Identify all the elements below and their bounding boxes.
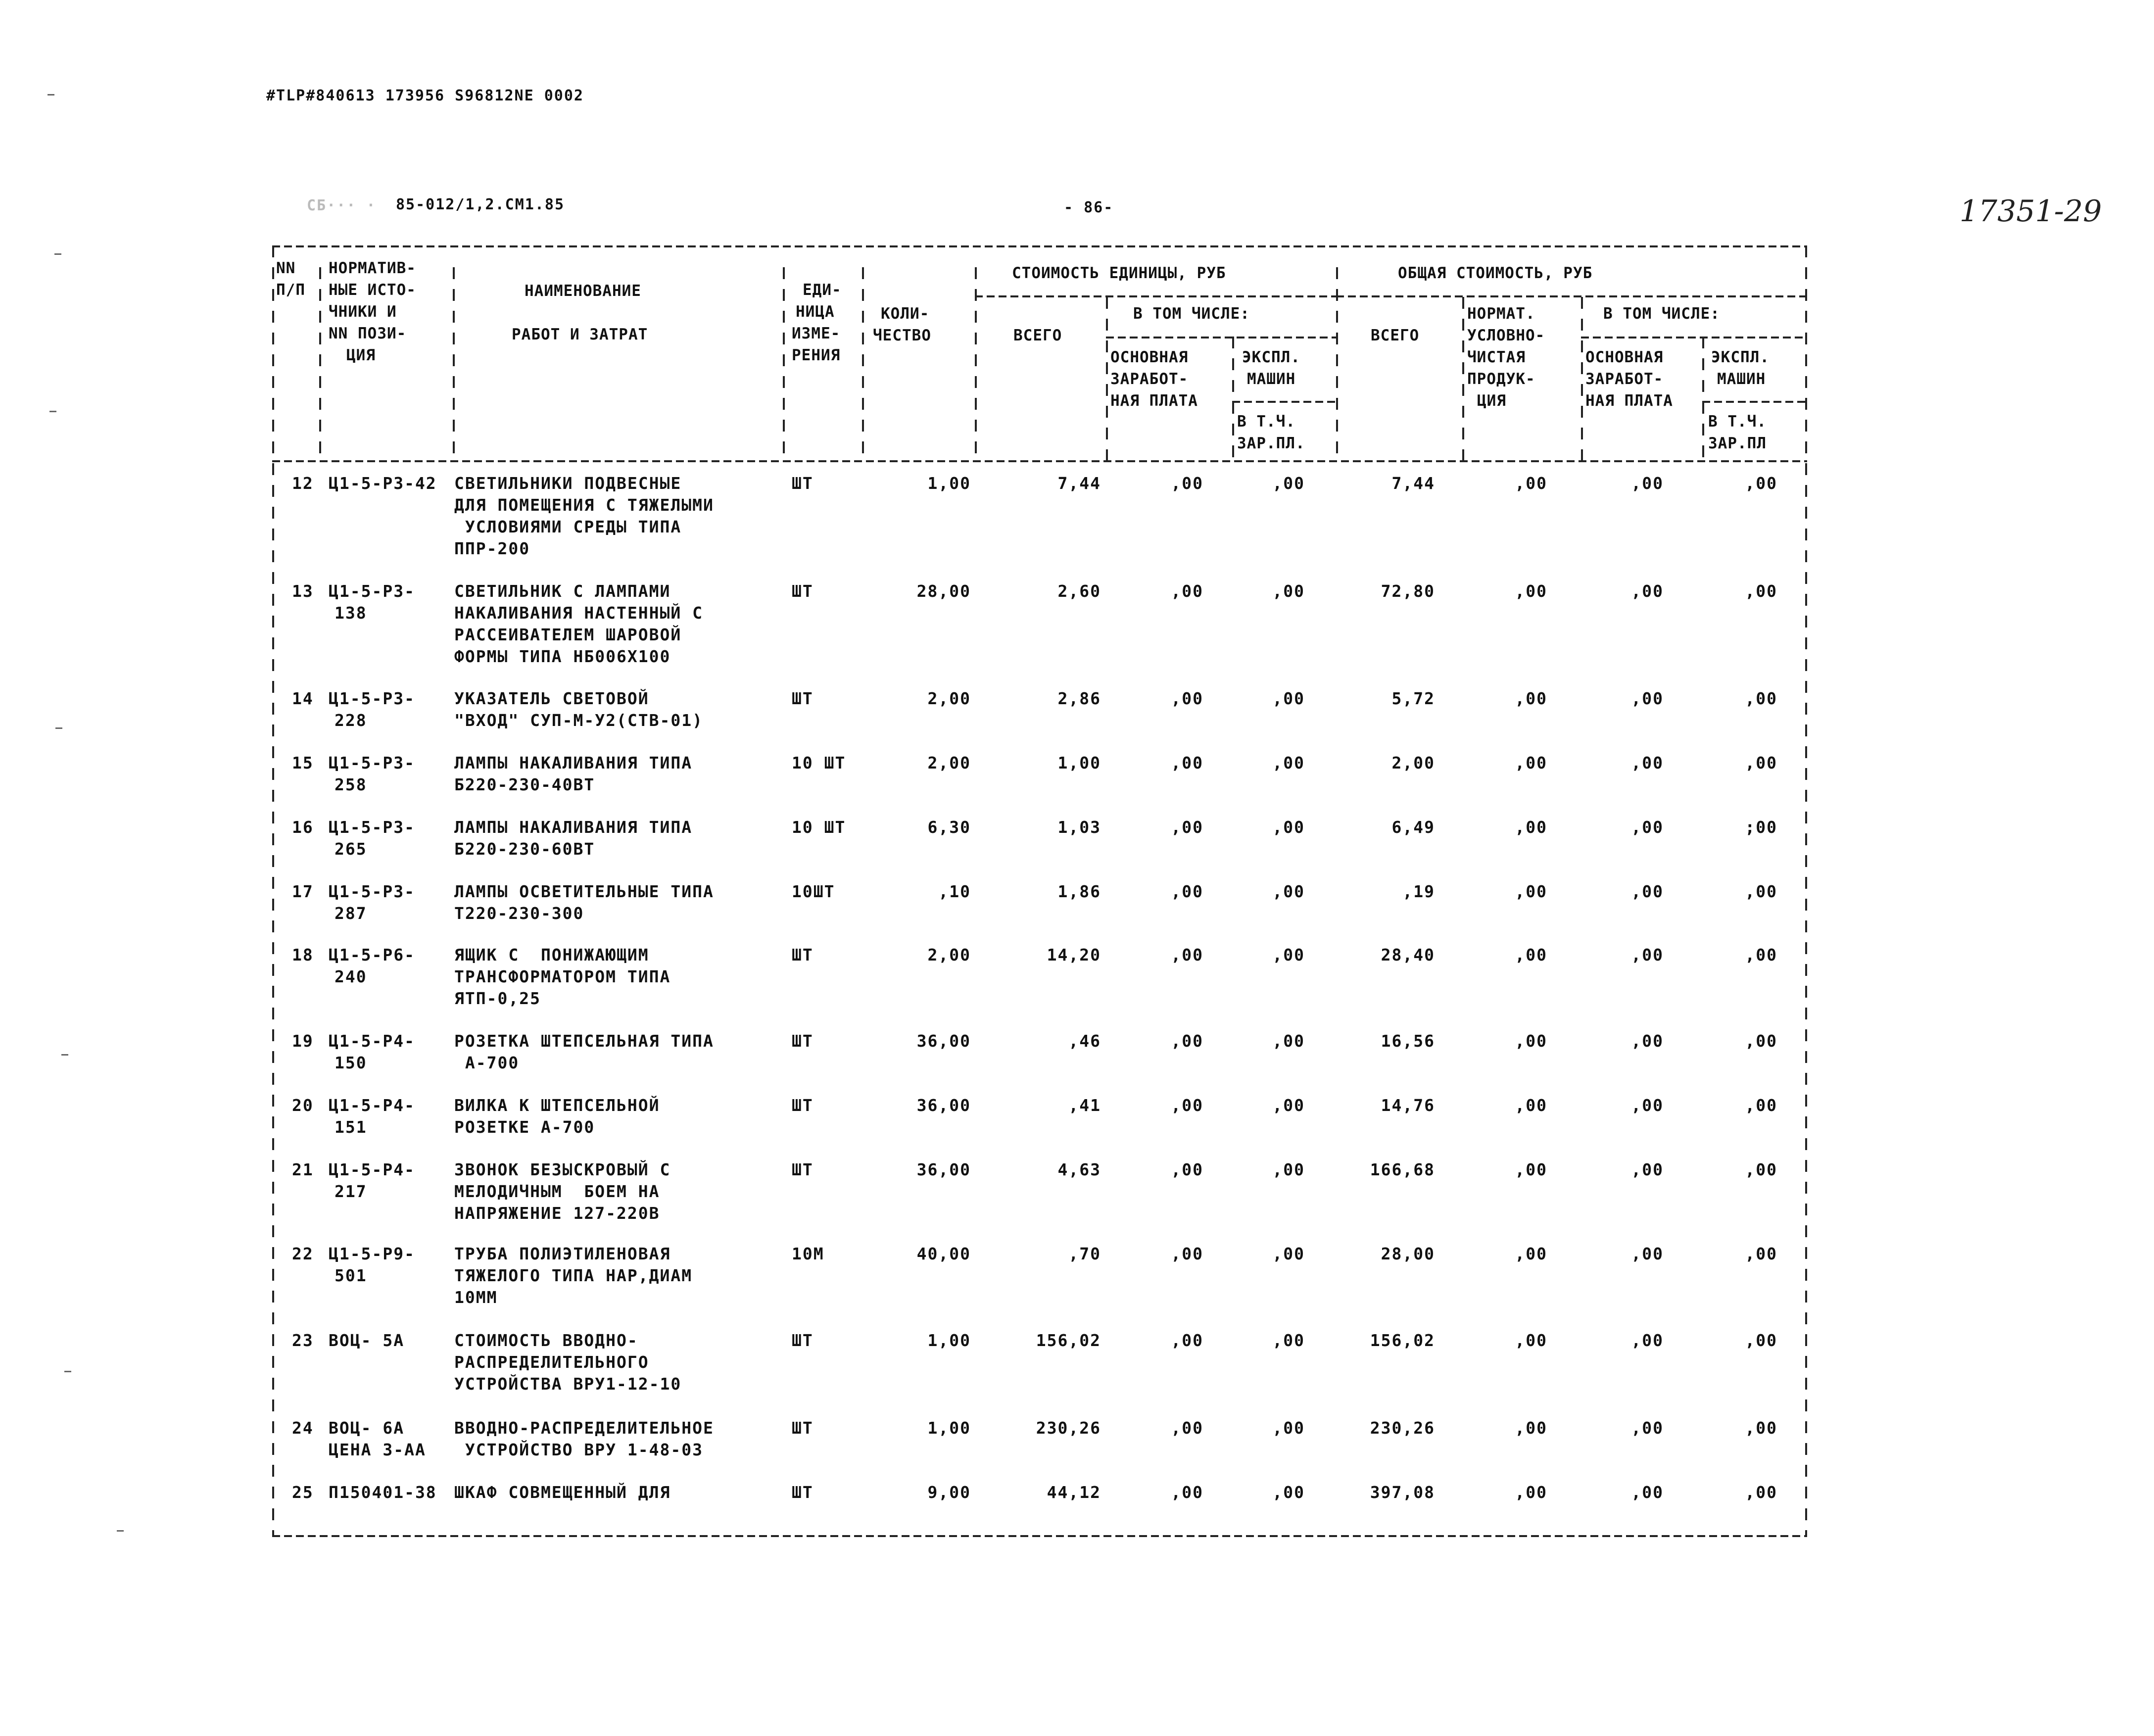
row-name-line: ЯЩИК С ПОНИЖАЮЩИМ [454,945,649,964]
row-number: 17 [292,882,314,901]
row-unit-wage: ,00 [1171,818,1203,837]
margin-speck [64,1371,71,1372]
col-divider [319,267,321,460]
row-sum-norm: ,00 [1515,1244,1547,1263]
row-sum-wage: ,00 [1631,818,1664,837]
col-divider [783,267,785,460]
col-divider [1232,337,1234,460]
header-qty-2: ЧЕСТВО [873,327,931,344]
row-sum-wage: ,00 [1631,1418,1664,1438]
row-unit-wage: ,00 [1171,1096,1203,1115]
row-name-line: РАСПРЕДЕЛИТЕЛЬНОГО [454,1352,649,1372]
row-unit-total: 7,44 [1057,474,1101,493]
row-unit: ШТ [792,1096,814,1115]
row-unit-total: ,70 [1068,1244,1101,1263]
row-sum-total: 397,08 [1370,1483,1435,1502]
row-unit-mach: ,00 [1272,581,1305,601]
row-sum-norm: ,00 [1515,1031,1547,1051]
header-total-osn-3: НАЯ ПЛАТА [1585,392,1673,410]
row-code: Ц1-5-Р4- [329,1031,415,1051]
row-qty: 1,00 [927,1418,971,1438]
row-qty: 1,00 [927,1331,971,1350]
row-qty: 6,30 [927,818,971,837]
row-name-line: "ВХОД" СУП-М-У2(СТВ-01) [454,711,703,730]
row-unit: ШТ [792,945,814,964]
row-sum-mach: ,00 [1745,945,1777,964]
row-unit-mach: ,00 [1272,474,1305,493]
row-code: Ц1-5-Р3- [329,882,415,901]
row-unit-wage: ,00 [1171,1331,1203,1350]
col-divider [862,267,864,460]
header-total-ekspl-2: МАШИН [1717,370,1766,388]
row-name-line: 10ММ [454,1288,498,1307]
row-sum-total: 230,26 [1370,1418,1435,1438]
row-qty: 36,00 [916,1160,971,1179]
row-code: ВОЦ- 5А [329,1331,405,1350]
row-unit: ШТ [792,689,814,708]
header-bottom-rule [272,460,1807,462]
row-name-line: РОЗЕТКА ШТЕПСЕЛЬНАЯ ТИПА [454,1031,714,1051]
header-unit-ekspl-2: МАШИН [1247,370,1296,388]
row-code: Ц1-5-Р3- [329,753,415,772]
margin-speck [54,253,61,255]
row-name-line: НАПРЯЖЕНИЕ 127-220В [454,1204,660,1223]
row-name-line: РОЗЕТКЕ А-700 [454,1117,595,1137]
row-number: 21 [292,1160,314,1179]
row-unit-mach: ,00 [1272,1096,1305,1115]
row-name-line: ТРУБА ПОЛИЭТИЛЕНОВАЯ [454,1244,671,1263]
row-sum-wage: ,00 [1631,753,1664,772]
document-code: #TLP#840613 173956 S96812NE 0002 [266,87,584,104]
header-normat-2: УСЛОВНО- [1467,327,1545,344]
row-sum-norm: ,00 [1515,1096,1547,1115]
row-unit-mach: ,00 [1272,1031,1305,1051]
row-name-line: ШКАФ СОВМЕЩЕННЫЙ ДЛЯ [454,1483,671,1502]
row-sum-norm: ,00 [1515,1483,1547,1502]
row-sum-norm: ,00 [1515,474,1547,493]
row-unit-wage: ,00 [1171,474,1203,493]
row-number: 13 [292,581,314,601]
row-unit-total: 14,20 [1047,945,1101,964]
row-unit-mach: ,00 [1272,882,1305,901]
row-unit: ШТ [792,1331,814,1350]
row-unit-total: 1,00 [1057,753,1101,772]
margin-speck [49,411,56,412]
row-unit: 10ШТ [792,882,835,901]
row-sum-norm: ,00 [1515,1418,1547,1438]
row-code: Ц1-5-Р9- [329,1244,415,1263]
header-code-5: ЦИЯ [346,346,376,364]
row-sum-mach: ,00 [1745,1031,1777,1051]
row-unit-wage: ,00 [1171,1418,1203,1438]
header-total-vtch-1: В Т.Ч. [1708,413,1767,431]
row-code: Ц1-5-Р3-42 [329,474,437,493]
table-top-rule [272,245,1807,247]
header-name-1: НАИМЕНОВАНИЕ [525,282,641,300]
row-sum-wage: ,00 [1631,1483,1664,1502]
header-total-vsego: ВСЕГО [1371,327,1420,344]
row-name-line: СВЕТИЛЬНИКИ ПОДВЕСНЫЕ [454,474,682,493]
header-total-vtch-2: ЗАР.ПЛ [1708,434,1767,452]
row-qty: 9,00 [927,1483,971,1502]
row-unit-wage: ,00 [1171,1031,1203,1051]
row-name-line: ВВОДНО-РАСПРЕДЕЛИТЕЛЬНОЕ [454,1418,714,1438]
row-sum-total: 166,68 [1370,1160,1435,1179]
row-name-line: УКАЗАТЕЛЬ СВЕТОВОЙ [454,689,649,708]
row-code: Ц1-5-Р4- [329,1096,415,1115]
row-sum-wage: ,00 [1631,882,1664,901]
header-normat-1: НОРМАТ. [1467,305,1535,323]
row-unit: ШТ [792,1483,814,1502]
row-unit-wage: ,00 [1171,882,1203,901]
header-unit-cost-group: СТОИМОСТЬ ЕДИНИЦЫ, РУБ [1012,264,1226,282]
header-total-v-tom: В ТОМ ЧИСЛЕ: [1603,305,1720,323]
header-total-cost-group: ОБЩАЯ СТОИМОСТЬ, РУБ [1398,264,1593,282]
row-code: 240 [335,967,367,986]
row-name-line: Т220-230-300 [454,904,584,923]
row-unit: ШТ [792,474,814,493]
table-left-border [272,245,274,1537]
header-unit-v-tom: В ТОМ ЧИСЛЕ: [1133,305,1250,323]
row-sum-wage: ,00 [1631,474,1664,493]
row-unit-total: ,41 [1068,1096,1101,1115]
header-unit-4: РЕНИЯ [792,346,841,364]
margin-speck [48,94,54,96]
row-code: Ц1-5-Р6- [329,945,415,964]
row-sum-norm: ,00 [1515,1331,1547,1350]
row-sum-mach: ;00 [1745,818,1777,837]
row-sum-norm: ,00 [1515,818,1547,837]
col-divider [1106,297,1108,460]
row-unit-mach: ,00 [1272,1418,1305,1438]
row-code: 258 [335,775,367,794]
row-name-line: РАССЕИВАТЕЛЕМ ШАРОВОЙ [454,625,682,644]
row-unit-mach: ,00 [1272,1244,1305,1263]
row-number: 20 [292,1096,314,1115]
row-sum-total: 16,56 [1381,1031,1435,1051]
col-divider [1702,337,1704,460]
row-code: 151 [335,1117,367,1137]
row-name-line: ДЛЯ ПОМЕЩЕНИЯ С ТЯЖЕЛЫМИ [454,495,714,515]
row-code: 228 [335,711,367,730]
row-unit-total: ,46 [1068,1031,1101,1051]
row-unit-wage: ,00 [1171,1160,1203,1179]
margin-speck [55,727,62,729]
row-name-line: СТОИМОСТЬ ВВОДНО- [454,1331,638,1350]
row-name-line: ТЯЖЕЛОГО ТИПА НАР,ДИАМ [454,1266,693,1285]
row-sum-wage: ,00 [1631,1031,1664,1051]
row-number: 24 [292,1418,314,1438]
row-unit-mach: ,00 [1272,1483,1305,1502]
unit-mach-rule [1232,401,1336,403]
col-divider [975,267,977,460]
row-unit: 10М [792,1244,824,1263]
row-qty: 40,00 [916,1244,971,1263]
row-number: 15 [292,753,314,772]
table-right-border [1805,245,1807,1537]
row-unit-wage: ,00 [1171,689,1203,708]
row-unit: 10 ШТ [792,818,846,837]
handwritten-number: 17351-29 [1960,194,2102,229]
col-divider [453,267,455,460]
row-unit-mach: ,00 [1272,818,1305,837]
row-qty: 2,00 [927,753,971,772]
row-number: 25 [292,1483,314,1502]
total-mach-rule [1702,401,1807,403]
header-unit-osn-1: ОСНОВНАЯ [1110,348,1189,366]
row-sum-mach: ,00 [1745,689,1777,708]
row-sum-total: 6,49 [1391,818,1435,837]
row-code: 265 [335,839,367,859]
row-qty: 2,00 [927,945,971,964]
header-normat-5: ЦИЯ [1477,392,1506,410]
header-unit-osn-3: НАЯ ПЛАТА [1110,392,1198,410]
header-unit-2: НИЦА [796,303,835,321]
header-unit-osn-2: ЗАРАБОТ- [1110,370,1189,388]
header-normat-3: ЧИСТАЯ [1467,348,1526,366]
row-code: Ц1-5-Р3- [329,818,415,837]
row-unit-wage: ,00 [1171,1483,1203,1502]
unit-cost-rule [975,295,1336,297]
row-name-line: УСТРОЙСТВА ВРУ1-12-10 [454,1374,682,1394]
row-name-line: ФОРМЫ ТИПА НБ006Х100 [454,647,671,666]
row-name-line: ЛАМПЫ НАКАЛИВАНИЯ ТИПА [454,753,693,772]
row-qty: 28,00 [916,581,971,601]
header-unit-1: ЕДИ- [803,281,842,299]
row-name-line: ЛАМПЫ НАКАЛИВАНИЯ ТИПА [454,818,693,837]
row-name-line: ТРАНСФОРМАТОРОМ ТИПА [454,967,671,986]
col-divider [1462,297,1464,460]
row-sum-total: 28,40 [1381,945,1435,964]
total-cost-rule [1336,295,1807,297]
row-sum-norm: ,00 [1515,753,1547,772]
row-sum-wage: ,00 [1631,1331,1664,1350]
row-unit-wage: ,00 [1171,945,1203,964]
col-divider [1336,267,1338,460]
row-sum-wage: ,00 [1631,1244,1664,1263]
row-code: Ц1-5-Р3- [329,689,415,708]
row-qty: 2,00 [927,689,971,708]
row-number: 19 [292,1031,314,1051]
row-sum-norm: ,00 [1515,945,1547,964]
row-unit-mach: ,00 [1272,1160,1305,1179]
unit-subgroup-rule [1106,337,1336,338]
row-sum-total: 7,44 [1391,474,1435,493]
row-name-line: Б220-230-60ВТ [454,839,595,859]
margin-speck [61,1054,68,1056]
header-total-osn-1: ОСНОВНАЯ [1585,348,1664,366]
row-name-line: ЛАМПЫ ОСВЕТИТЕЛЬНЫЕ ТИПА [454,882,714,901]
header-num-2: П/П [276,281,305,299]
header-name-2: РАБОТ И ЗАТРАТ [512,326,648,343]
row-sum-norm: ,00 [1515,581,1547,601]
header-unit-vtch-2: ЗАР.ПЛ. [1237,434,1305,452]
row-sum-mach: ,00 [1745,1244,1777,1263]
page-number: - 86- [1064,199,1114,216]
row-unit-total: 44,12 [1047,1483,1101,1502]
row-name-line: ЗВОНОК БЕЗЫСКРОВЫЙ С [454,1160,671,1179]
row-unit-total: 2,86 [1057,689,1101,708]
margin-speck [117,1530,124,1532]
faint-prefix: СБ··· · [307,197,377,214]
row-qty: 1,00 [927,474,971,493]
row-unit-total: 1,86 [1057,882,1101,901]
col-divider [1581,297,1583,460]
row-number: 23 [292,1331,314,1350]
row-sum-total: 5,72 [1391,689,1435,708]
header-total-ekspl-1: ЭКСПЛ. [1711,348,1770,366]
header-normat-4: ПРОДУК- [1467,370,1535,388]
row-unit-mach: ,00 [1272,1331,1305,1350]
row-sum-norm: ,00 [1515,689,1547,708]
total-subgroup-rule [1581,337,1807,338]
header-unit-3: ИЗМЕ- [792,325,841,342]
row-number: 14 [292,689,314,708]
row-name-line: УСЛОВИЯМИ СРЕДЫ ТИПА [454,517,682,536]
header-code-1: НОРМАТИВ- [329,259,416,277]
row-unit-mach: ,00 [1272,689,1305,708]
row-name-line: ППР-200 [454,539,530,558]
row-sum-total: ,19 [1402,882,1435,901]
row-unit: ШТ [792,581,814,601]
header-code-4: NN ПОЗИ- [329,325,407,342]
header-unit-vtch-1: В Т.Ч. [1237,413,1295,431]
row-sum-total: 72,80 [1381,581,1435,601]
row-sum-total: 156,02 [1370,1331,1435,1350]
row-sum-mach: ,00 [1745,882,1777,901]
row-sum-mach: ,00 [1745,1160,1777,1179]
row-code: 150 [335,1053,367,1072]
table-bottom-rule [272,1535,1807,1537]
row-unit: ШТ [792,1160,814,1179]
row-code: Ц1-5-Р4- [329,1160,415,1179]
row-name-line: А-700 [454,1053,520,1072]
row-sum-wage: ,00 [1631,1160,1664,1179]
row-sum-norm: ,00 [1515,882,1547,901]
document-reference: 85-012/1,2.СМ1.85 [396,196,565,213]
row-unit: 10 ШТ [792,753,846,772]
row-number: 18 [292,945,314,964]
row-qty: ,10 [938,882,971,901]
row-unit-total: 156,02 [1036,1331,1101,1350]
row-code: ВОЦ- 6А [329,1418,405,1438]
row-sum-mach: ,00 [1745,581,1777,601]
header-total-osn-2: ЗАРАБОТ- [1585,370,1664,388]
row-code: 217 [335,1182,367,1201]
row-unit-mach: ,00 [1272,753,1305,772]
row-qty: 36,00 [916,1096,971,1115]
row-unit-total: 230,26 [1036,1418,1101,1438]
row-sum-mach: ,00 [1745,474,1777,493]
row-name-line: УСТРОЙСТВО ВРУ 1-48-03 [454,1440,703,1459]
row-sum-mach: ,00 [1745,1418,1777,1438]
row-unit-wage: ,00 [1171,581,1203,601]
row-unit-wage: ,00 [1171,753,1203,772]
header-code-2: НЫЕ ИСТО- [329,281,416,299]
header-qty-1: КОЛИ- [881,305,930,323]
row-code: П150401-38 [329,1483,437,1502]
row-code: 287 [335,904,367,923]
row-sum-wage: ,00 [1631,1096,1664,1115]
row-name-line: СВЕТИЛЬНИК С ЛАМПАМИ [454,581,671,601]
row-number: 12 [292,474,314,493]
row-unit-mach: ,00 [1272,945,1305,964]
row-name-line: Б220-230-40ВТ [454,775,595,794]
row-code: 501 [335,1266,367,1285]
row-unit: ШТ [792,1418,814,1438]
header-unit-ekspl-1: ЭКСПЛ. [1242,348,1300,366]
row-sum-mach: ,00 [1745,753,1777,772]
row-sum-wage: ,00 [1631,945,1664,964]
row-unit-wage: ,00 [1171,1244,1203,1263]
header-unit-vsego: ВСЕГО [1013,327,1062,344]
row-name-line: ВИЛКА К ШТЕПСЕЛЬНОЙ [454,1096,660,1115]
row-sum-wage: ,00 [1631,581,1664,601]
row-code: Ц1-5-Р3- [329,581,415,601]
row-name-line: МЕЛОДИЧНЫМ БОЕМ НА [454,1182,660,1201]
header-code-3: ЧНИКИ И [329,303,397,321]
row-number: 22 [292,1244,314,1263]
row-number: 16 [292,818,314,837]
row-qty: 36,00 [916,1031,971,1051]
row-sum-norm: ,00 [1515,1160,1547,1179]
row-unit-total: 4,63 [1057,1160,1101,1179]
row-sum-mach: ,00 [1745,1331,1777,1350]
row-sum-mach: ,00 [1745,1096,1777,1115]
row-sum-wage: ,00 [1631,689,1664,708]
row-sum-total: 2,00 [1391,753,1435,772]
header-num-1: NN [276,259,296,277]
row-code: 138 [335,603,367,623]
row-name-line: ЯТП-0,25 [454,989,541,1008]
row-name-line: НАКАЛИВАНИЯ НАСТЕННЫЙ С [454,603,703,623]
row-sum-total: 28,00 [1381,1244,1435,1263]
row-unit: ШТ [792,1031,814,1051]
row-sum-mach: ,00 [1745,1483,1777,1502]
row-unit-total: 2,60 [1057,581,1101,601]
row-code: ЦЕНА 3-АА [329,1440,426,1459]
row-unit-total: 1,03 [1057,818,1101,837]
row-sum-total: 14,76 [1381,1096,1435,1115]
